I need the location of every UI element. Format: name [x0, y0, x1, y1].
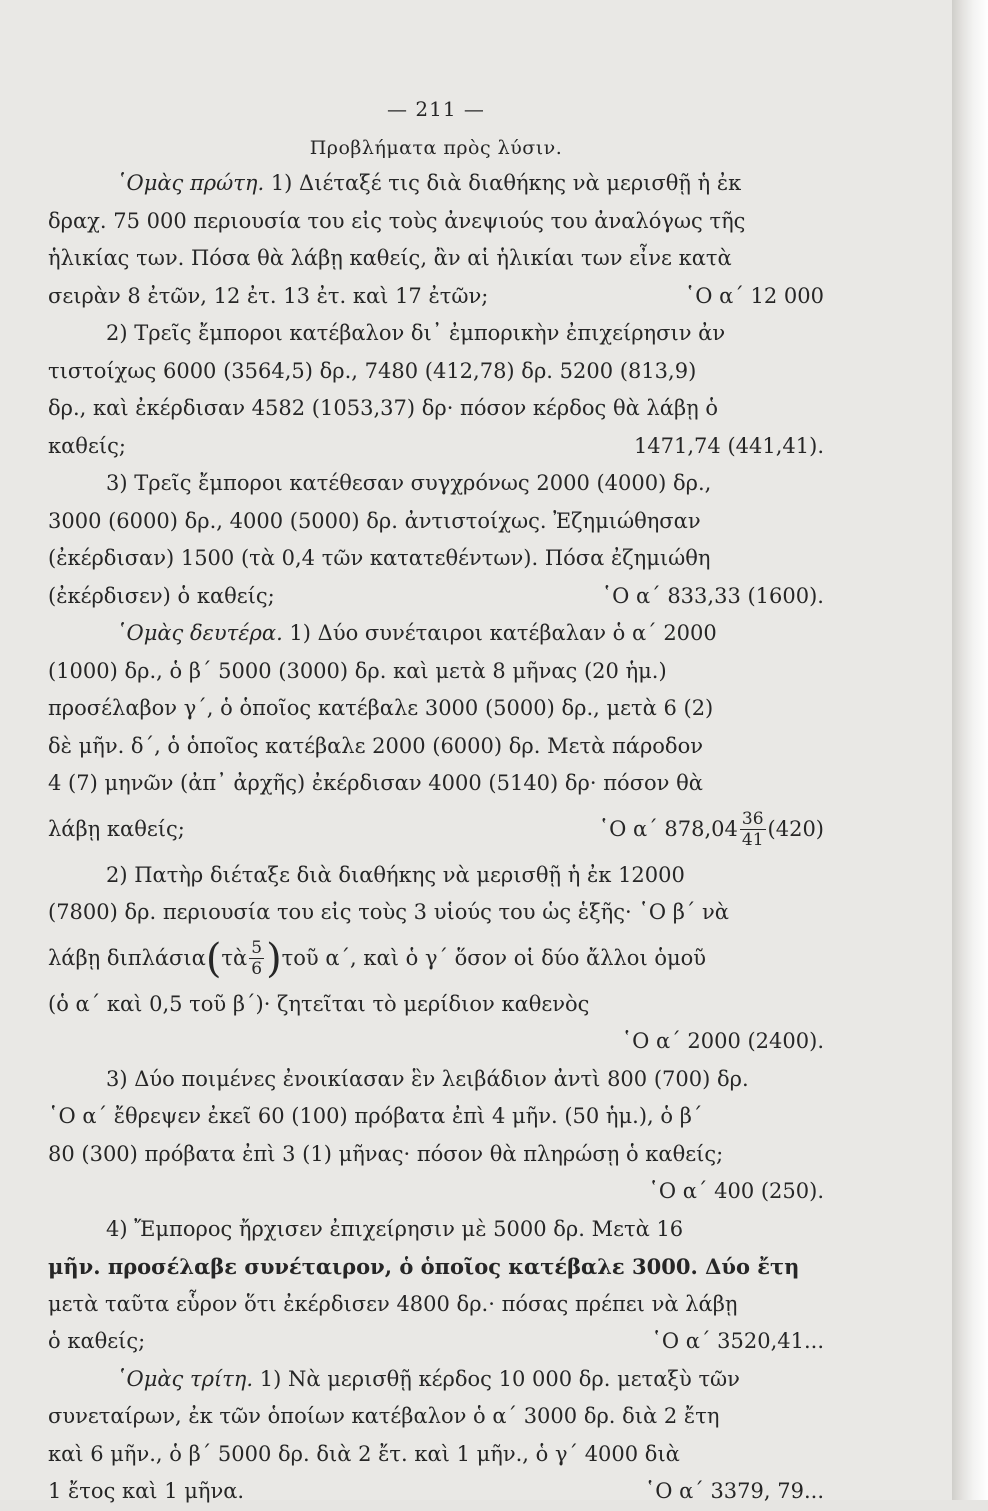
- group-label: ῾Ομὰς δευτέρα.: [116, 621, 283, 645]
- text-line: 3) Τρεῖς ἔμποροι κατέθεσαν συγχρόνως 2000 (4000) δρ.,: [106, 471, 712, 495]
- text-line: ὁ καθείς; ῾Ο α΄ 3520,41...: [48, 1323, 824, 1361]
- text-line: ῾Ομὰς δευτέρα. 1) Δύο συνέταιροι κατέβαλαν ὁ α΄ 2000: [48, 615, 824, 653]
- text-line: συνεταίρων, ἐκ τῶν ὁποίων κατέβαλον ὁ α΄ 3000 δρ. διὰ 2 ἔτη: [48, 1404, 720, 1428]
- text-line: τιστοίχως 6000 (3564,5) δρ., 7480 (412,78) δρ. 5200 (813,9): [48, 358, 697, 383]
- answer: 1471,74 (441,41).: [633, 433, 824, 458]
- text-line: 2) Πατὴρ διέταξε διὰ διαθήκης νὰ μερισθῇ ἡ ἐκ 12000: [106, 862, 685, 887]
- page-text: [48, 95, 824, 1511]
- text-line: ῾Ομὰς πρώτη. 1) Διέταξέ τις διὰ διαθήκης νὰ μερισθῇ ἡ ἐκ: [48, 165, 824, 203]
- text-line: σειρὰν 8 ἐτῶν, 12 ἐτ. 13 ἐτ. καὶ 17 ἐτῶν; ῾Ο α΄ 12 000: [48, 278, 824, 316]
- answer: ῾Ο α΄ 400 (250).: [648, 1179, 824, 1203]
- text-line: 1 ἔτος καὶ 1 μῆνα. ῾Ο α΄ 3379, 79...: [48, 1473, 824, 1511]
- text-line: δὲ μῆν. δ΄, ὁ ὁποῖος κατέβαλε 2000 (6000) δρ. Μετὰ πάροδον: [48, 733, 703, 758]
- left-paren: (: [205, 935, 222, 982]
- text-line: λάβῃ καθείς; ῾Ο α΄ 878,04 $\frac{36}{41}$ (420): [48, 809, 824, 850]
- text-line: 80 (300) πρόβατα ἐπὶ 3 (1) μῆνας· πόσον θὰ πληρώσῃ ὁ καθείς;: [48, 1141, 724, 1166]
- page-edge-shadow: [952, 0, 988, 1500]
- text-line: (7800) δρ. περιουσία του εἰς τοὺς 3 υἱούς του ὡς ἑξῆς· ῾Ο β΄ νὰ: [48, 900, 729, 924]
- answer: ῾Ο α΄ 833,33 (1600).: [601, 583, 824, 608]
- answer: ῾Ο α΄ 2000 (2400).: [621, 1029, 824, 1053]
- text-line: ἡλικίας των. Πόσα θὰ λάβῃ καθείς, ἂν αἱ ἡλικίαι των εἶνε κατὰ: [48, 246, 732, 270]
- text-line: 2) Τρεῖς ἔμποροι κατέβαλον δι᾿ ἐμπορικὴν ἐπιχείρησιν ἀν: [106, 321, 726, 345]
- answer: ῾Ο α΄ 878,04: [598, 816, 738, 841]
- text-line: ῾Ο α΄ ἔθρεψεν ἐκεῖ 60 (100) πρόβατα ἐπὶ 4 μῆν. (50 ἡμ.), ὁ β΄: [48, 1104, 703, 1128]
- text-line: [48, 1023, 824, 1061]
- text-line: (ἐκέρδισαν) 1500 (τὰ 0,4 τῶν κατατεθέντων). Πόσα ἐζημιώθη: [48, 546, 711, 570]
- text-line: καθείς; 1471,74 (441,41).: [48, 428, 824, 466]
- page-number: — 211 —: [387, 97, 485, 121]
- text-line: [48, 1173, 824, 1211]
- text-line: δραχ. 75 000 περιουσία του εἰς τοὺς ἀνεψιούς του ἀναλόγως τῆς: [48, 208, 746, 233]
- group-label: ῾Ομὰς πρώτη.: [116, 171, 265, 195]
- answer: ῾Ο α΄ 3520,41...: [651, 1329, 824, 1353]
- fraction: $\frac{36}{41}$: [741, 809, 764, 850]
- section-heading: Προβλήματα πρὸς λύσιν.: [309, 137, 563, 159]
- text-line: μῆν. προσέλαβε συνέταιρον, ὁ ὁποῖος κατέβαλε 3000. Δύο ἔτη: [48, 1254, 800, 1279]
- answer: ῾Ο α΄ 3379, 79...: [644, 1479, 824, 1503]
- text-line: 3000 (6000) δρ., 4000 (5000) δρ. ἀντιστοίχως. Ἐζημιώθησαν: [48, 508, 701, 533]
- right-paren: ): [266, 935, 282, 982]
- group-label: ῾Ομὰς τρίτη.: [116, 1366, 254, 1391]
- text-line: ῾Ομὰς τρίτη. 1) Νὰ μερισθῇ κέρδος 10 000 δρ. μεταξὺ τῶν: [48, 1361, 824, 1399]
- text-line: 3) Δύο ποιμένες ἐνοικίασαν ἓν λειβάδιον ἀντὶ 800 (700) δρ.: [106, 1066, 749, 1091]
- text-line: 4) Ἔμπορος ἤρχισεν ἐπιχείρησιν μὲ 5000 δρ. Μετὰ 16: [106, 1216, 684, 1241]
- text-line: (ἐκέρδισεν) ὁ καθείς; ῾Ο α΄ 833,33 (1600).: [48, 578, 824, 616]
- text-line: 4 (7) μηνῶν (ἀπ᾿ ἀρχῆς) ἐκέρδισαν 4000 (5140) δρ· πόσον θὰ: [48, 771, 703, 795]
- answer: ῾Ο α΄ 12 000: [684, 283, 824, 308]
- text-line: μετὰ ταῦτα εὗρον ὅτι ἐκέρδισεν 4800 δρ.· πόσας πρέπει νὰ λάβῃ: [48, 1291, 738, 1316]
- text-line: δρ., καὶ ἐκέρδισαν 4582 (1053,37) δρ· πόσον κέρδος θὰ λάβῃ ὁ: [48, 396, 719, 420]
- fraction: $\frac{5}{6}$: [251, 938, 263, 979]
- text-line: λάβῃ διπλάσια ( τὰ $\frac{5}{6}$ ) τοῦ α΄, καὶ ὁ γ΄ ὅσον οἱ δύο ἄλλοι ὁμοῦ: [48, 935, 707, 982]
- text-line: προσέλαβον γ΄, ὁ ὁποῖος κατέβαλε 3000 (5000) δρ., μετὰ 6 (2): [48, 696, 714, 720]
- text-line: (1000) δρ., ὁ β΄ 5000 (3000) δρ. καὶ μετὰ 8 μῆνας (20 ἡμ.): [48, 658, 667, 683]
- text-line: καὶ 6 μῆν., ὁ β΄ 5000 δρ. διὰ 2 ἔτ. καὶ 1 μῆν., ὁ γ΄ 4000 διὰ: [48, 1441, 680, 1466]
- text-line: (ὁ α΄ καὶ 0,5 τοῦ β΄)· ζητεῖται τὸ μερίδιον καθενὸς: [48, 991, 590, 1016]
